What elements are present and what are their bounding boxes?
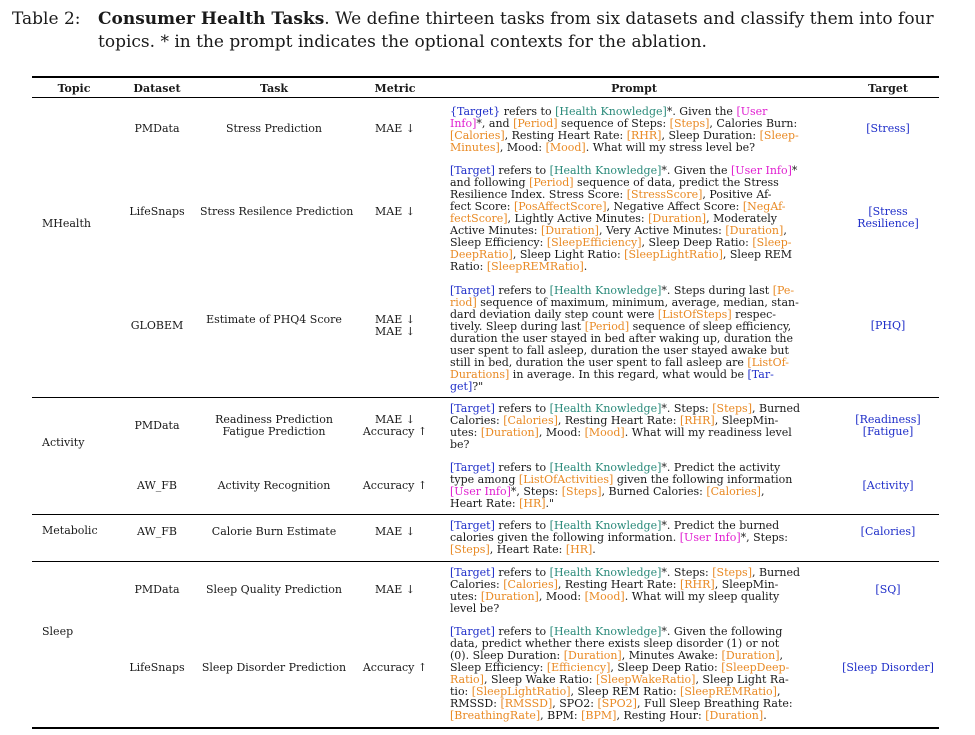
target-cell [838,584,938,596]
prompt-placeholder: [Steps] [450,543,490,556]
prompt-placeholder: [Target] [450,461,495,474]
prompt-text: calories given the following information. [450,531,680,544]
prompt-text: *. Steps during last [661,284,773,297]
prompt-placeholder: fectScore] [450,212,508,225]
task-line: Fatigue Prediction [222,425,326,438]
header-rule [32,97,939,98]
metric-cell [358,123,432,135]
prompt-text: , Negative Affect Score: [606,200,743,213]
prompt-text: *. Steps: [661,566,713,579]
prompt-placeholder: [RMSSD] [500,697,553,710]
prompt-text: , Burned [752,566,801,579]
prompt-placeholder: [Duration] [563,649,622,662]
target-line: [Readiness] [855,413,921,426]
prompt-placeholder: [SleepLightRatio] [471,685,571,698]
prompt-text: (0). Sleep Duration: [450,649,564,662]
prompt-placeholder: [Duration] [648,212,707,225]
prompt-line [450,261,818,273]
prompt-text: , Resting Heart Rate: [557,578,680,591]
prompt-text: Ratio: [450,260,487,273]
prompt-placeholder: [Target] [450,566,495,579]
target-cell [838,123,938,135]
prompt-placeholder: [User Info] [450,485,511,498]
metric-line: MAE ↓ [375,313,415,326]
prompt-text: Calories: [450,414,504,427]
section-rule-1 [32,397,939,398]
task-line: Stress Prediction [225,122,323,135]
prompt-text: , Mood: [538,590,585,603]
prompt-placeholder: [Period] [529,176,574,189]
prompt-placeholder: DeepRatio] [450,248,513,261]
prompt-text: , Resting Heart Rate: [504,129,627,142]
prompt-placeholder: [RHR] [626,129,662,142]
prompt-placeholder: [Steps] [561,485,602,498]
metric-line: Accuracy ↑ [362,425,428,438]
prompt-line [450,591,818,603]
metric-line: Accuracy ↑ [362,479,428,492]
prompt-text: refers to [494,566,550,579]
caption-label: Table 2: [12,9,81,29]
target-cell [838,414,938,438]
prompt-placeholder: Minutes] [450,141,500,154]
prompt-text: , Burned [752,402,801,415]
prompt-text: , [783,224,787,237]
prompt-placeholder: [HR] [565,543,593,556]
prompt-text: . [592,543,596,556]
prompt-cell [450,462,818,510]
prompt-placeholder: [Period] [584,320,630,333]
prompt-placeholder: [HR] [519,497,546,510]
prompt-text: and following [450,176,530,189]
prompt-text: *. Predict the activity [661,461,781,474]
prompt-text: , Moderately [706,212,778,225]
dataset-cell: LifeSnaps [129,205,185,218]
header-metric: Metric [374,82,416,95]
target-line: [Stress] [866,122,910,135]
prompt-text: , Mood: [499,141,546,154]
prompt-line [450,498,818,510]
prompt-text: Sleep Efficiency: [450,661,547,674]
prompt-text: , SleepMin- [714,414,779,427]
prompt-text: . [763,709,767,722]
metric-cell [358,526,432,538]
prompt-line [450,544,818,556]
task-line: Sleep Disorder Prediction [201,661,347,674]
prompt-text: , Resting Hour: [616,709,706,722]
dataset-cell: PMData [134,419,180,432]
prompt-placeholder: [Health Knowledge] [549,402,662,415]
prompt-cell [450,403,818,451]
prompt-text: , Minutes Awake: [621,649,722,662]
prompt-placeholder: [Target] [450,519,495,532]
metric-line: MAE ↓ [375,325,415,338]
metric-line: Accuracy ↑ [362,661,428,674]
prompt-placeholder: [StressScore] [626,188,703,201]
prompt-text: sequence of data, predict the Stress [573,176,779,189]
task-line: Estimate of PHQ4 Score [206,313,342,326]
prompt-placeholder: [Calories] [706,485,761,498]
prompt-placeholder: [Calories] [503,578,558,591]
prompt-cell [450,626,818,722]
dataset-cell: PMData [134,122,180,135]
prompt-placeholder: [Calories] [450,129,505,142]
prompt-placeholder: [Health Knowledge] [555,105,667,118]
prompt-text: refers to [494,402,550,415]
prompt-placeholder: [Target] [450,402,495,415]
prompt-text: given the following information [613,473,793,486]
header-target: Target [868,82,908,95]
prompt-text: Active Minutes: [450,224,541,237]
prompt-placeholder: [Target] [450,284,495,297]
prompt-placeholder: [PosAffectScore] [513,200,607,213]
prompt-text: , [779,649,783,662]
prompt-placeholder: Durations] [450,368,510,381]
prompt-text: *, Steps: [740,531,789,544]
prompt-placeholder: [User Info] [731,164,792,177]
prompt-placeholder: [SleepLightRatio] [624,248,723,261]
target-line: [Calories] [860,525,916,538]
prompt-placeholder: [Target] [450,164,495,177]
prompt-text: , Burned Calories: [601,485,707,498]
prompt-text: , SPO2: [552,697,598,710]
prompt-text: Heart Rate: [450,497,520,510]
prompt-placeholder: [SPO2] [597,697,637,710]
prompt-line [450,369,818,381]
metric-cell [358,414,432,438]
prompt-placeholder: [Sleep- [752,236,792,249]
metric-line: MAE ↓ [375,525,415,538]
prompt-placeholder: [SleepWakeRatio] [596,673,696,686]
prompt-text: *. Steps: [661,402,713,415]
task-cell [200,314,348,326]
prompt-text: utes: [450,426,481,439]
prompt-text: *, and [476,117,514,130]
prompt-text: user spent to fall asleep, duration the user stayed awake but [450,344,789,357]
caption-line1: . We define thirteen tasks from six datasets and classify them into four [324,9,934,29]
metric-cell [358,314,432,338]
prompt-text: tio: [450,685,472,698]
prompt-line [450,710,818,722]
topic-metabolic: Metabolic [42,524,98,537]
task-cell [200,123,348,135]
section-rule-3 [32,561,939,562]
prompt-text: , Sleep Light Ra- [695,673,789,686]
task-line: Calorie Burn Estimate [211,525,337,538]
prompt-text: , Resting Heart Rate: [557,414,680,427]
prompt-text: refers to [494,519,550,532]
prompt-placeholder: [RHR] [679,578,715,591]
prompt-text: *, Steps: [510,485,562,498]
prompt-text: ." [545,497,555,510]
prompt-text: . What will my stress level be? [585,141,756,154]
prompt-text: respec- [731,308,776,321]
target-cell [838,480,938,492]
prompt-text: , [776,685,781,698]
header-topic: Topic [57,82,91,95]
dataset-cell: GLOBEM [130,319,184,332]
prompt-text: , BPM: [540,709,582,722]
prompt-cell [450,285,818,393]
prompt-placeholder: [User Info] [679,531,741,544]
prompt-placeholder: [SleepREMRatio] [680,685,777,698]
prompt-text: sequence of sleep efficiency, [629,320,792,333]
prompt-text: Resilience Index. Stress Score: [450,188,627,201]
prompt-text: level be? [450,602,500,615]
task-cell [200,205,354,218]
prompt-text: , Very Active Minutes: [598,224,726,237]
prompt-text: , Sleep REM Ratio: [570,685,681,698]
prompt-text: , Lightly Active Minutes: [507,212,649,225]
prompt-text: duration the user stayed in bed after waking up, duration the [450,332,793,345]
prompt-cell [450,165,818,273]
task-line: Activity Recognition [217,479,331,492]
prompt-placeholder: [Mood] [584,426,625,439]
prompt-text: refers to [494,461,550,474]
prompt-text: refers to [494,284,550,297]
task-cell [200,526,348,538]
metric-cell [358,662,432,674]
prompt-placeholder: [Efficiency] [546,661,611,674]
prompt-placeholder: [SleepEfficiency] [546,236,642,249]
prompt-text: Sleep Efficiency: [450,236,547,249]
prompt-placeholder: [Calories] [503,414,558,427]
dataset-cell: LifeSnaps [129,661,185,674]
metric-cell [358,480,432,492]
prompt-placeholder: [Mood] [584,590,625,603]
metric-cell [358,206,432,218]
prompt-text: refers to [494,625,550,638]
dataset-cell: PMData [134,583,180,596]
task-line: Stress Resilence Prediction [200,205,354,218]
prompt-placeholder: [Steps] [712,566,752,579]
dataset-cell: AW_FB [136,479,178,492]
prompt-text: , Calories Burn: [709,117,798,130]
prompt-placeholder: [Steps] [669,117,710,130]
header-dataset: Dataset [133,82,181,95]
prompt-text: , Sleep Duration: [661,129,760,142]
task-cell [200,414,348,438]
task-cell [200,480,348,492]
prompt-placeholder: {Target} [450,105,501,118]
prompt-text: , Heart Rate: [489,543,566,556]
task-line: Sleep Quality Prediction [206,583,342,596]
prompt-line [450,439,818,451]
prompt-placeholder: [Mood] [545,141,586,154]
prompt-placeholder: [Duration] [480,590,539,603]
target-line: [SQ] [875,583,901,596]
prompt-text: dard deviation daily step count were [450,308,658,321]
metric-line: MAE ↓ [375,583,415,596]
prompt-text: , Sleep Wake Ratio: [483,673,596,686]
prompt-placeholder: [Health Knowledge] [549,566,662,579]
target-line: [PHQ] [870,319,906,332]
prompt-placeholder: [Health Knowledge] [549,164,662,177]
prompt-placeholder: [ListOfSteps] [657,308,732,321]
prompt-text: Calories: [450,578,504,591]
prompt-cell [450,106,818,154]
metric-line: MAE ↓ [375,205,415,218]
prompt-text: still in bed, duration the user spent to fall asleep are [450,356,748,369]
metric-cell [358,584,432,596]
prompt-line [450,603,818,615]
prompt-text: sequence of Steps: [557,117,670,130]
prompt-placeholder: [BreathingRate] [450,709,541,722]
prompt-cell [450,567,818,615]
prompt-placeholder: [Target] [450,625,495,638]
prompt-text: , Positive Af- [702,188,772,201]
prompt-text: , Full Sleep Breathing Rate: [636,697,793,710]
prompt-text: ?" [472,380,484,393]
prompt-line [450,381,818,393]
prompt-placeholder: [Health Knowledge] [549,625,662,638]
prompt-text: type among [450,473,519,486]
prompt-placeholder: [RHR] [679,414,715,427]
prompt-placeholder: [SleepREMRatio] [486,260,584,273]
topic-mhealth: MHealth [42,217,91,230]
prompt-line [450,427,818,439]
prompt-text: refers to [494,164,550,177]
metric-line: MAE ↓ [375,413,415,426]
prompt-placeholder: [Sleep- [759,129,799,142]
table-caption [12,8,967,54]
prompt-text: utes: [450,590,481,603]
prompt-text: in average. In this regard, what would be [509,368,748,381]
prompt-placeholder: [Steps] [712,402,752,415]
target-cell [838,526,938,538]
prompt-placeholder: [Tar- [747,368,774,381]
target-line: [Stress Resilience] [857,205,919,230]
prompt-placeholder: [Period] [513,117,558,130]
target-line: [Fatigue] [862,425,914,438]
prompt-text: *. Predict the burned [661,519,780,532]
prompt-text: * [791,164,798,177]
prompt-placeholder: Ratio] [450,673,484,686]
prompt-text: . What will my readiness level [624,426,792,439]
prompt-text: data, predict whether there exists sleep disorder (1) or not [450,637,780,650]
prompt-placeholder: riod] [450,296,477,309]
prompt-text: , [760,485,765,498]
prompt-placeholder: [NegAf- [742,200,786,213]
prompt-placeholder: [BPM] [581,709,617,722]
prompt-placeholder: [Duration] [480,426,539,439]
header-task: Task [259,82,289,95]
prompt-text: tively. Sleep during last [450,320,585,333]
prompt-placeholder: [Health Knowledge] [549,461,662,474]
prompt-text: , Sleep Light Ratio: [512,248,625,261]
prompt-line [450,142,818,154]
prompt-placeholder: [Health Knowledge] [549,284,662,297]
prompt-placeholder: [ListOf- [747,356,789,369]
prompt-text: sequence of maximum, minimum, average, median, stan- [476,296,799,309]
dataset-cell: AW_FB [136,525,178,538]
prompt-placeholder: [Duration] [541,224,599,237]
target-cell [838,320,938,332]
prompt-placeholder: [ListOfActivities] [518,473,614,486]
prompt-text: *. Given the [661,164,732,177]
top-rule [32,76,939,78]
prompt-cell [450,520,818,556]
prompt-text: RMSSD: [450,697,501,710]
metric-line: MAE ↓ [375,122,415,135]
bottom-rule [32,727,939,729]
topic-sleep: Sleep [42,625,74,638]
task-cell [200,662,348,674]
prompt-text: . [583,260,588,273]
caption-line2: topics. * in the prompt indicates the optional contexts for the ablation. [98,32,707,52]
prompt-text: . What will my sleep quality [624,590,780,603]
prompt-placeholder: [Duration] [721,649,780,662]
task-line: Readiness Prediction [215,413,333,426]
prompt-text: fect Score: [450,200,514,213]
caption-title: Consumer Health Tasks [98,9,325,29]
prompt-text: refers to [500,105,556,118]
topic-activity: Activity [42,436,85,449]
prompt-placeholder: Info] [450,117,477,130]
header-prompt: Prompt [611,82,657,95]
prompt-text: *. Given the following [661,625,783,638]
prompt-text: , Sleep REM [722,248,793,261]
task-cell [200,584,348,596]
prompt-placeholder: [Health Knowledge] [549,519,662,532]
prompt-placeholder: get] [450,380,473,393]
prompt-text: be? [450,438,470,451]
prompt-placeholder: [User [736,105,768,118]
section-rule-2 [32,514,939,515]
target-line: [Sleep Disorder] [842,661,934,674]
prompt-text: , SleepMin- [714,578,779,591]
prompt-placeholder: [Duration] [705,709,764,722]
target-cell [838,206,938,230]
prompt-text: , Mood: [538,426,585,439]
prompt-placeholder: [Duration] [725,224,784,237]
target-line: [Activity] [862,479,914,492]
target-cell [838,662,938,674]
prompt-placeholder: [Pe- [772,284,795,297]
prompt-text: , Sleep Deep Ratio: [610,661,722,674]
prompt-text: , Sleep Deep Ratio: [641,236,753,249]
prompt-text: *. Given the [666,105,737,118]
prompt-placeholder: [SleepDeep- [721,661,790,674]
